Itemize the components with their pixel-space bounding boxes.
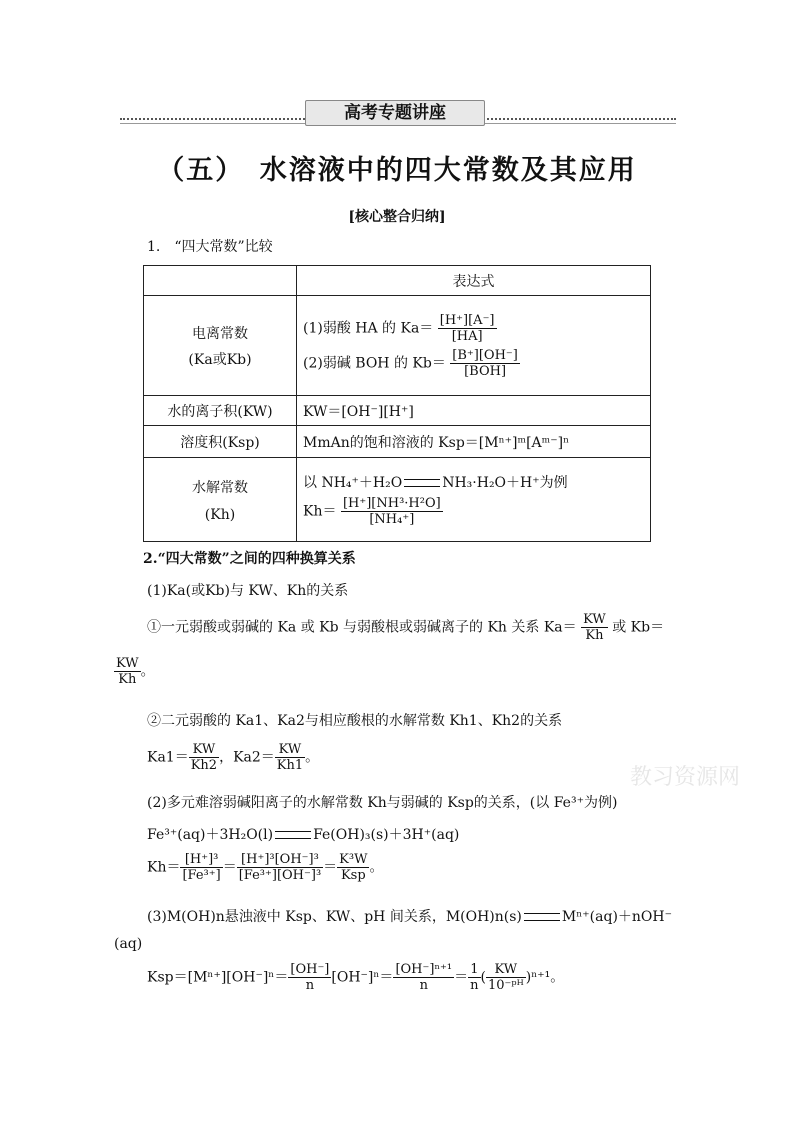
table-row xyxy=(144,426,651,458)
paragraph: Ka1＝ $\frac{KW}{Kh2}$ ，Ka2＝ $\frac{KW}{Kh1}$ 。 xyxy=(147,742,320,773)
fraction: $\frac{KW}{\text{10⁻ᵖᴴ}}$ xyxy=(487,962,524,993)
fraction: $\frac{\text{[H⁺]³[OH⁻]³}}{\text{[Fe³⁺][OH⁻]³}}$ xyxy=(238,852,322,883)
fraction: $\frac{KW}{Kh1}$ xyxy=(276,742,304,773)
subtitle: [核心整合归纳] xyxy=(348,209,446,225)
fraction: $\frac{KW}{Kh2}$ xyxy=(190,742,218,773)
fraction: $\frac{KW}{Kh}$ xyxy=(583,612,606,643)
paragraph: ②二元弱酸的 Ka1、Ka2与相应酸根的水解常数 Kh1、Kh2的关系 xyxy=(147,713,563,729)
row-expr: KW＝[OH⁻][H⁺] xyxy=(297,396,651,426)
row-name: 水的离子积(KW) xyxy=(144,396,297,426)
paragraph: $\frac{KW}{Kh}$ 。 xyxy=(116,656,155,687)
table-row: 水解常数 (Kh) 以 NH₄⁺＋H₂O NH₃·H₂O＋H⁺为例 Kh＝ $\frac{\text{[H⁺][NH³·H²O]}}{\text{[NH₄⁺]}}$ xyxy=(144,458,651,542)
row-name: 电离常数 xyxy=(192,325,248,342)
paragraph: Ksp＝[Mⁿ⁺][OH⁻]ⁿ＝ $\frac{[OH^-]}{n}$ [OH⁻]ⁿ＝ $\frac{\text{[OH⁻]ⁿ⁺¹}}{n}$ ＝ $\frac{1}{n}$ ( $\frac{KW}{\text{10⁻ᵖᴴ}}$ )ⁿ⁺¹。 xyxy=(147,962,565,993)
equilibrium-arrow-icon xyxy=(404,479,440,487)
fraction: $\frac{\text{[H⁺]³}}{\text{[Fe³⁺]}}$ xyxy=(182,852,221,883)
paragraph: ①一元弱酸或弱碱的 Ka 或 Kb 与弱酸根或弱碱离子的 Kh 关系 Ka＝ $\frac{KW}{Kh}$ 或 Kb＝ xyxy=(147,612,665,643)
kb-fraction: $\frac{[B^+][OH^-]}{\text{[BOH]}}$ xyxy=(452,347,518,379)
expr-text: (1)弱酸 HA 的 Ka＝ xyxy=(303,320,434,336)
fraction: $\frac{[OH^-]}{n}$ xyxy=(290,962,330,993)
constants-table xyxy=(143,265,651,542)
paragraph: (3)M(OH)n悬浊液中 Ksp、KW、pH 间关系，M(OH)n(s) Mⁿ⁺(aq)＋nOH⁻ xyxy=(147,909,672,925)
equilibrium-arrow-icon xyxy=(524,913,560,921)
row-name: 水解常数 xyxy=(192,479,248,496)
section-2-heading: 2.“四大常数”之间的四种换算关系 xyxy=(143,551,356,567)
ka-fraction: $\frac{[H^+][A^-]}{[HA]}$ xyxy=(439,312,495,344)
expr-text: (2)弱碱 BOH 的 Kb＝ xyxy=(303,355,446,371)
section-banner: 高考专题讲座 xyxy=(305,100,485,126)
equilibrium-arrow-icon xyxy=(275,831,311,839)
fraction: $\frac{KW}{Kh}$ xyxy=(116,656,139,687)
row-symbol: (Kh) xyxy=(204,506,236,523)
paragraph: (1)Ka(或Kb)与 KW、Kh的关系 xyxy=(147,583,349,599)
table-corner xyxy=(144,266,297,296)
section-1-heading: 1. “四大常数”比较 xyxy=(147,239,273,255)
row-expr: MmAn的饱和溶液的 Ksp＝[Mⁿ⁺]ᵐ[Aᵐ⁻]ⁿ xyxy=(297,426,651,458)
fraction: $\frac{1}{n}$ xyxy=(470,962,479,993)
table-row xyxy=(144,396,651,426)
fraction: $\frac{\text{[OH⁻]ⁿ⁺¹}}{n}$ xyxy=(395,962,453,993)
fraction: $\frac{\text{K³W}}{\text{Ksp}}$ xyxy=(339,852,368,883)
kh-fraction: $\frac{\text{[H⁺][NH³·H²O]}}{\text{[NH₄⁺]}}$ xyxy=(342,496,441,527)
paragraph: (2)多元难溶弱碱阳离子的水解常数 Kh与弱碱的 Ksp的关系，(以 Fe³⁺为例) xyxy=(147,795,618,811)
paragraph: Kh＝ $\frac{\text{[H⁺]³}}{\text{[Fe³⁺]}}$ ＝ $\frac{\text{[H⁺]³[OH⁻]³}}{\text{[Fe³⁺][OH⁻]³}}$ ＝ $\frac{\text{K³W}}{\text{Ksp}}$ 。 xyxy=(147,852,384,883)
table-header: 表达式 xyxy=(297,266,651,296)
table-row xyxy=(144,296,651,396)
row-symbol: (Ka或Kb) xyxy=(188,351,252,368)
paragraph: Fe³⁺(aq)＋3H₂O(l) Fe(OH)₃(s)＋3H⁺(aq) xyxy=(147,827,460,843)
row-name: 溶度积(Ksp) xyxy=(144,426,297,458)
watermark: 教习资源网 xyxy=(630,765,741,790)
paragraph: (aq) xyxy=(114,936,143,952)
page-title: （五） 水溶液中的四大常数及其应用 xyxy=(157,155,637,186)
